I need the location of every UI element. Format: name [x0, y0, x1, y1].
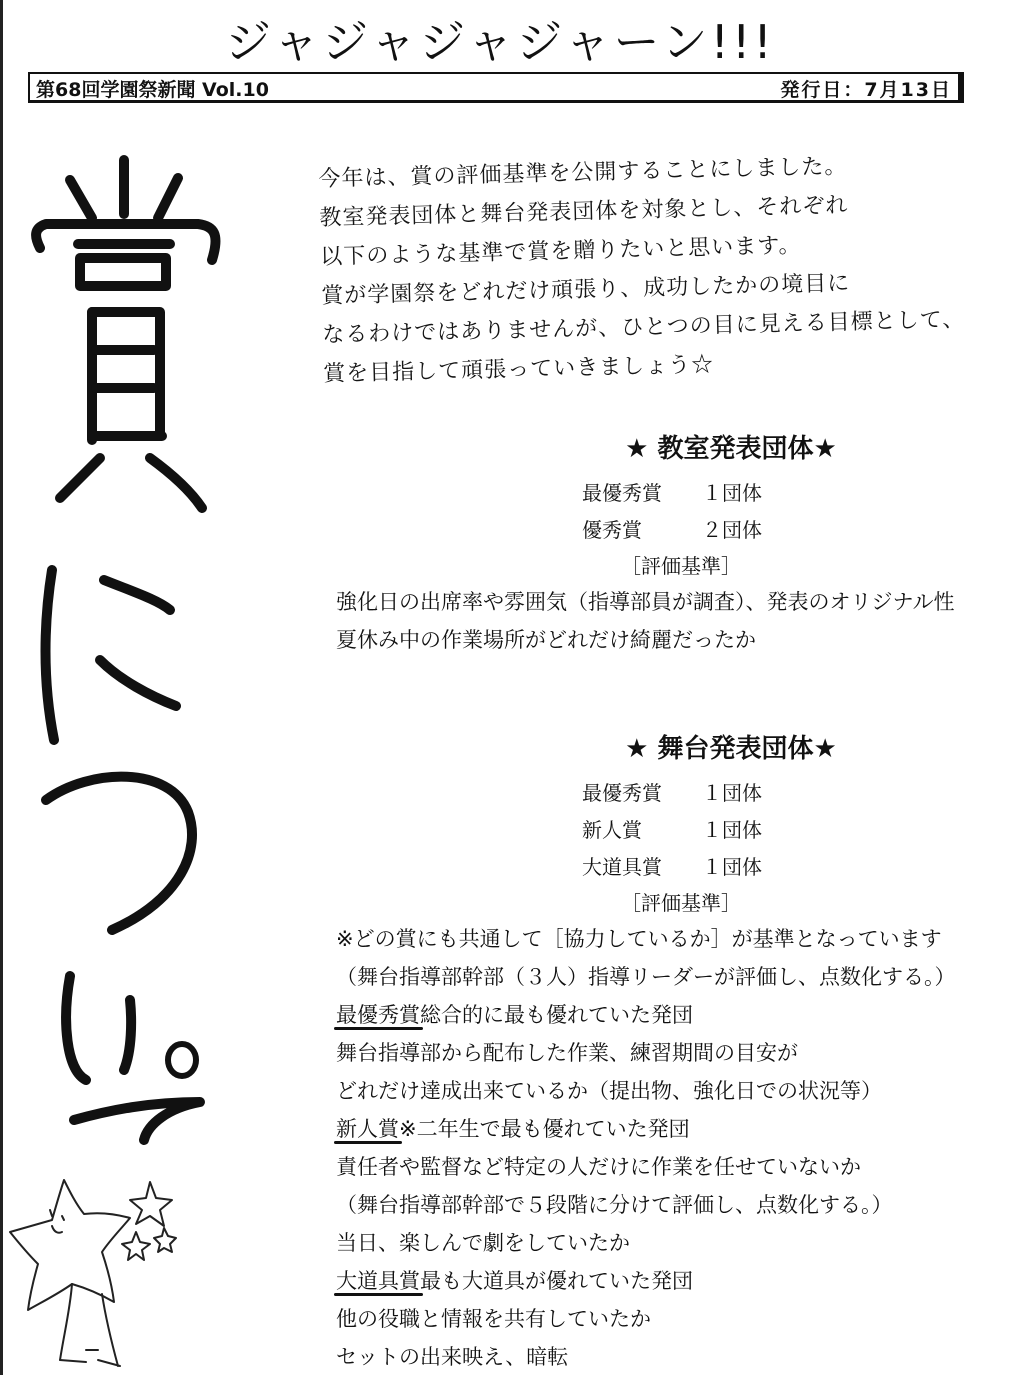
criteria-label: ［評価基準］ — [621, 554, 741, 578]
award-name: 最優秀賞 — [582, 781, 662, 805]
rookie-award-desc: ※二年生で最も優れていた発団 — [399, 1117, 690, 1141]
detail-line: （舞台指導部幹部で５段階に分けて評価し、点数化する。） — [336, 1193, 893, 1217]
title-char-ni — [46, 570, 177, 740]
detail-line: どれだけ達成出来ているか（提出物、強化日での状況等） — [336, 1079, 882, 1103]
classroom-section — [336, 428, 1006, 659]
intro-line: 教室発表団体と舞台発表団体を対象とし、それぞれ — [319, 193, 849, 231]
props-award-keyword: 大道具賞 — [336, 1269, 420, 1293]
award-row — [582, 475, 1006, 512]
small-star-icon — [154, 1228, 176, 1252]
criteria-label: ［評価基準］ — [621, 891, 741, 915]
award-name: 最優秀賞 — [582, 481, 662, 505]
detail-line: セットの出来映え、暗転 — [336, 1345, 569, 1369]
detail-line: 当日、楽しんで劇をしていたか — [336, 1231, 630, 1255]
star-character-icon — [10, 1180, 130, 1310]
vertical-title — [0, 140, 240, 1180]
award-name: 新人賞 — [582, 818, 642, 842]
intro-line: 賞が学園祭をどれだけ頑張り、成功したかの境目に — [321, 271, 851, 309]
small-star-icon — [130, 1182, 172, 1226]
award-row — [582, 812, 1006, 849]
award-row — [582, 849, 1006, 886]
best-award-keyword: 最優秀賞 — [336, 1003, 420, 1027]
award-name: 大道具賞 — [582, 855, 662, 879]
title-char-sho — [36, 160, 215, 508]
intro-line: 賞を目指して頑張っていきましょう☆ — [322, 352, 715, 387]
intro-line: 以下のような基準で賞を贈りたいと思います。 — [320, 233, 802, 270]
props-award-line — [336, 1262, 1006, 1300]
detail-line: 責任者や監督など特定の人だけに作業を任せていないか — [336, 1155, 861, 1179]
title-char-te — [74, 1102, 200, 1140]
title-char-i — [66, 976, 131, 1080]
star-character-doodle — [0, 1170, 200, 1375]
rookie-award-line — [336, 1110, 1006, 1148]
award-count: １団体 — [702, 481, 762, 505]
title-char-tsu — [46, 777, 192, 930]
classroom-award-list — [582, 475, 1006, 549]
issue-bar — [28, 72, 964, 103]
criteria-line: 強化日の出席率や雰囲気（指導部員が調査）、発表のオリジナル性 — [336, 590, 955, 614]
intro-line: 今年は、賞の評価基準を公開することにしました。 — [318, 154, 848, 192]
classroom-heading: ★ 教室発表団体★ — [625, 434, 837, 464]
small-star-icon — [122, 1232, 150, 1260]
detail-line: 他の役職と情報を共有していたか — [336, 1307, 651, 1331]
issue-number: 第68回学園祭新聞 Vol.10 — [36, 79, 269, 101]
award-count: １団体 — [702, 781, 762, 805]
rookie-award-keyword: 新人賞 — [336, 1117, 399, 1141]
award-count: １団体 — [702, 855, 762, 879]
award-count: ２団体 — [702, 518, 762, 542]
criteria-line: 夏休み中の作業場所がどれだけ綺麗だったか — [336, 628, 756, 652]
award-row — [582, 775, 1006, 812]
common-note: ※どの賞にも共通して［協力しているか］が基準となっています — [336, 927, 942, 951]
award-count: １団体 — [702, 818, 762, 842]
best-award-line — [336, 996, 1006, 1034]
award-row — [582, 512, 1006, 549]
stage-heading: ★ 舞台発表団体★ — [625, 734, 837, 764]
stage-award-list — [582, 775, 1006, 886]
stage-section — [336, 728, 1006, 1376]
best-award-desc: 総合的に最も優れていた発団 — [420, 1003, 693, 1027]
title-char-period — [168, 1044, 196, 1076]
intro-handwritten — [318, 145, 966, 394]
award-name: 優秀賞 — [582, 518, 642, 542]
detail-line: 舞台指導部から配布した作業、練習期間の目安が — [336, 1041, 798, 1065]
issue-date: 発行日：7月13日 — [780, 79, 952, 101]
props-award-desc: 最も大道具が優れていた発団 — [420, 1269, 693, 1293]
evaluator-note: （舞台指導部幹部（３人）指導リーダーが評価し、点数化する。） — [336, 965, 956, 989]
headline: ジャジャジャジャーン!!! — [225, 15, 775, 69]
intro-line: なるわけではありませんが、ひとつの目に見える目標として、 — [321, 307, 966, 348]
